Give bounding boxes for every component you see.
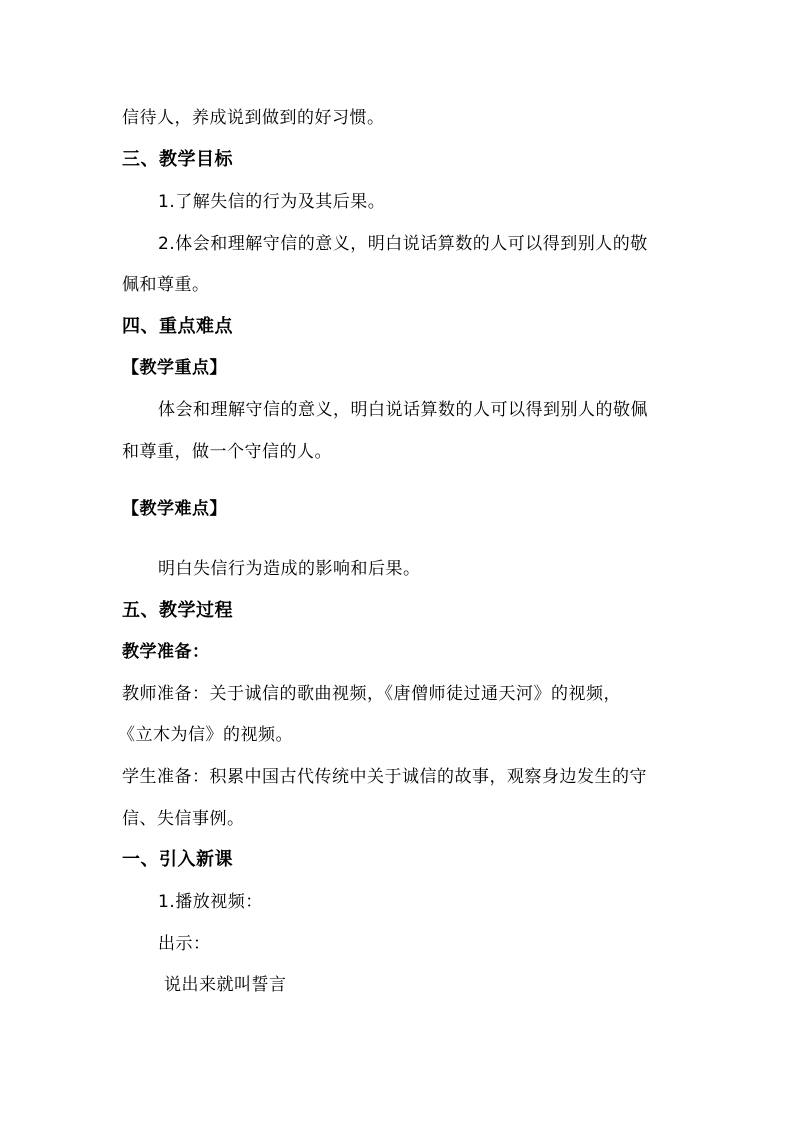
section-heading-teaching-process: 五、教学过程 bbox=[122, 600, 233, 621]
body-text-line: 信待人，养成说到做到的好习惯。 bbox=[122, 108, 385, 128]
body-text-line: 《立木为信》的视频。 bbox=[118, 725, 293, 745]
subheading-teaching-difficulty: 【教学难点】 bbox=[122, 499, 227, 519]
list-item-play-video: 1.播放视频： bbox=[158, 892, 263, 912]
body-text-line: 体会和理解守信的意义，明白说话算数的人可以得到别人的敬佩 bbox=[158, 400, 648, 420]
body-text-line: 学生准备：积累中国古代传统中关于诚信的故事，观察身边发生的守 bbox=[122, 767, 647, 787]
body-text-line: 明白失信行为造成的影响和后果。 bbox=[158, 559, 421, 579]
body-text-line: 和尊重，做一个守信的人。 bbox=[122, 442, 332, 462]
body-text-line: 教师准备：关于诚信的歌曲视频，《唐僧师徒过通天河》的视频， bbox=[122, 684, 621, 704]
body-text-line: 出示： bbox=[158, 934, 211, 954]
body-text-line: 信、失信事例。 bbox=[122, 809, 245, 829]
list-item-goal-2: 2.体会和理解守信的意义，明白说话算数的人可以得到别人的敬 bbox=[158, 234, 648, 254]
body-text-line: 佩和尊重。 bbox=[122, 275, 210, 295]
section-heading-key-points: 四、重点难点 bbox=[122, 316, 233, 337]
section-heading-introduction: 一、引入新课 bbox=[122, 849, 233, 870]
subheading-teaching-preparation: 教学准备： bbox=[122, 642, 210, 662]
section-heading-teaching-goals: 三、教学目标 bbox=[122, 149, 233, 170]
list-item-goal-1: 1.了解失信的行为及其后果。 bbox=[158, 192, 386, 212]
subheading-teaching-focus: 【教学重点】 bbox=[122, 358, 227, 378]
body-text-line: 说出来就叫誓言 bbox=[164, 975, 287, 995]
